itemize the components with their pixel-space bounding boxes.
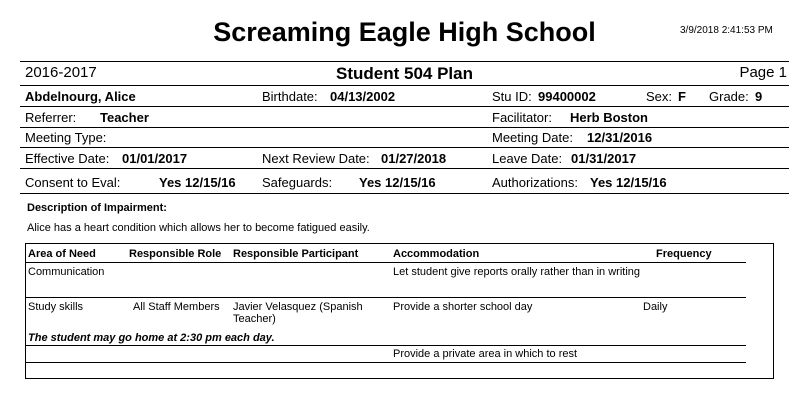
accommodation-note: The student may go home at 2:30 pm each day. xyxy=(28,332,275,344)
row-divider xyxy=(20,147,789,148)
referrer-label: Referrer: xyxy=(25,110,77,125)
column-header-accommodation: Accommodation xyxy=(393,248,480,260)
leave-date-label: Leave Date: xyxy=(492,151,563,166)
meeting-type-label: Meeting Type: xyxy=(25,130,107,145)
header-divider xyxy=(20,61,789,62)
facilitator-label: Facilitator: xyxy=(492,110,552,125)
facilitator-value: Herb Boston xyxy=(570,110,648,125)
table-cell-accommodation: Provide a private area in which to rest xyxy=(393,348,578,360)
sex-value: F xyxy=(678,89,686,104)
meeting-date-value: 12/31/2016 xyxy=(587,130,653,145)
birthdate-label: Birthdate: xyxy=(262,89,318,104)
referrer-value: Teacher xyxy=(100,110,149,125)
sex-label: Sex: xyxy=(646,89,673,104)
table-cell-frequency: Daily xyxy=(643,301,668,313)
column-header-frequency: Frequency xyxy=(656,248,712,260)
school-year: 2016-2017 xyxy=(25,64,97,81)
print-timestamp: 3/9/2018 2:41:53 PM xyxy=(680,25,773,36)
title-divider xyxy=(20,85,789,86)
page-number: Page 1 xyxy=(739,64,787,81)
table-cell-accommodation: Let student give reports orally rather than in writing xyxy=(393,266,641,278)
column-header-area: Area of Need xyxy=(28,248,96,260)
student-name: Abdelnourg, Alice xyxy=(25,89,136,104)
next-review-label: Next Review Date: xyxy=(262,151,370,166)
column-header-role: Responsible Role xyxy=(129,248,222,260)
impairment-text: Alice has a heart condition which allows her to become fatigued easily. xyxy=(27,222,370,234)
table-row-divider xyxy=(26,362,746,363)
row-divider xyxy=(20,193,789,194)
table-header-divider xyxy=(26,262,746,263)
grade-value: 9 xyxy=(755,89,763,104)
table-cell-area: Communication xyxy=(28,266,105,278)
school-name: Screaming Eagle High School xyxy=(213,17,596,47)
table-cell-area: Study skills xyxy=(28,301,84,313)
impairment-label: Description of Impairment: xyxy=(27,202,167,214)
document-title: Student 504 Plan xyxy=(336,64,473,83)
table-cell-accommodation: Provide a shorter school day xyxy=(393,301,533,313)
effective-date-value: 01/01/2017 xyxy=(122,151,188,166)
stu-id-label: Stu ID: xyxy=(492,89,532,104)
next-review-value: 01/27/2018 xyxy=(381,151,447,166)
table-cell-participant-line2: Teacher) xyxy=(233,313,276,325)
meeting-date-label: Meeting Date: xyxy=(492,130,573,145)
table-row-divider xyxy=(26,345,746,346)
accommodations-table xyxy=(25,243,774,379)
leave-date-value: 01/31/2017 xyxy=(571,151,637,166)
stu-id-value: 99400002 xyxy=(538,89,596,104)
table-row-divider xyxy=(26,297,746,298)
column-header-participant: Responsible Participant xyxy=(233,248,359,260)
safeguards-value: Yes 12/15/16 xyxy=(359,175,436,190)
consent-value: Yes 12/15/16 xyxy=(159,175,236,190)
row-divider xyxy=(20,168,789,169)
row-divider xyxy=(20,106,789,107)
safeguards-label: Safeguards: xyxy=(262,175,333,190)
effective-date-label: Effective Date: xyxy=(25,151,110,166)
row-divider xyxy=(20,127,789,128)
authorizations-value: Yes 12/15/16 xyxy=(590,175,667,190)
authorizations-label: Authorizations: xyxy=(492,175,578,190)
grade-label: Grade: xyxy=(709,89,749,104)
table-cell-role: All Staff Members xyxy=(133,301,220,313)
consent-label: Consent to Eval: xyxy=(25,175,121,190)
birthdate-value: 04/13/2002 xyxy=(330,89,396,104)
table-cell-participant: Javier Velasquez (Spanish xyxy=(233,301,363,313)
